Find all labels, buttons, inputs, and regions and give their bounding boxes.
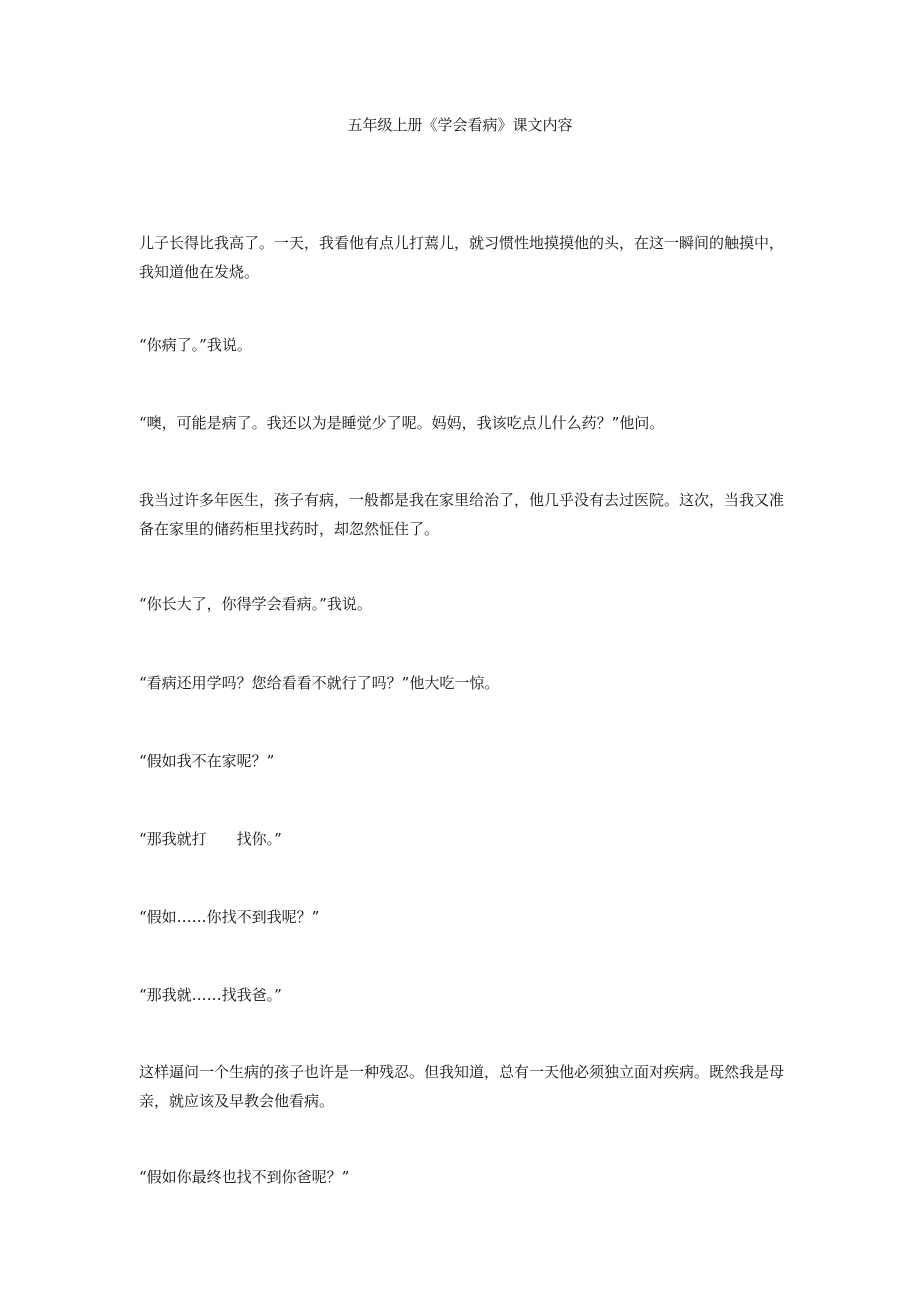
paragraph-7: “假如我不在家呢？” bbox=[139, 752, 275, 770]
paragraph-3: “噢，可能是病了。我还以为是睡觉少了呢。妈妈，我该吃点儿什么药？”他问。 bbox=[139, 414, 665, 432]
paragraph-11: 这样逼问一个生病的孩子也许是一种残忍。但我知道，总有一天他必须独立面对疾病。既然我是母亲，就应该及早教会他看病。 bbox=[139, 1063, 785, 1110]
paragraph-4: 我当过许多年医生，孩子有病，一般都是我在家里给治了，他几乎没有去过医院。这次，当我又准备在家里的储药柜里找药时，却忽然怔住了。 bbox=[139, 491, 785, 538]
paragraph-5: “你长大了，你得学会看病。”我说。 bbox=[139, 595, 372, 613]
paragraph-12: “假如你最终也找不到你爸呢？” bbox=[139, 1168, 350, 1186]
paragraph-10: “那我就……找我爸。” bbox=[139, 986, 282, 1004]
page-title: 五年级上册《学会看病》课文内容 bbox=[347, 116, 573, 134]
paragraph-6: “看病还用学吗？您给看看不就行了吗？”他大吃一惊。 bbox=[139, 674, 500, 692]
paragraph-9: “假如……你找不到我呢？” bbox=[139, 908, 320, 926]
paragraph-8: “那我就打 找你。” bbox=[139, 830, 282, 848]
paragraph-2: “你病了。”我说。 bbox=[139, 336, 252, 354]
paragraph-1: 儿子长得比我高了。一天，我看他有点儿打蔫儿，就习惯性地摸摸他的头，在这一瞬间的触摸中，我知道他在发烧。 bbox=[139, 234, 785, 281]
